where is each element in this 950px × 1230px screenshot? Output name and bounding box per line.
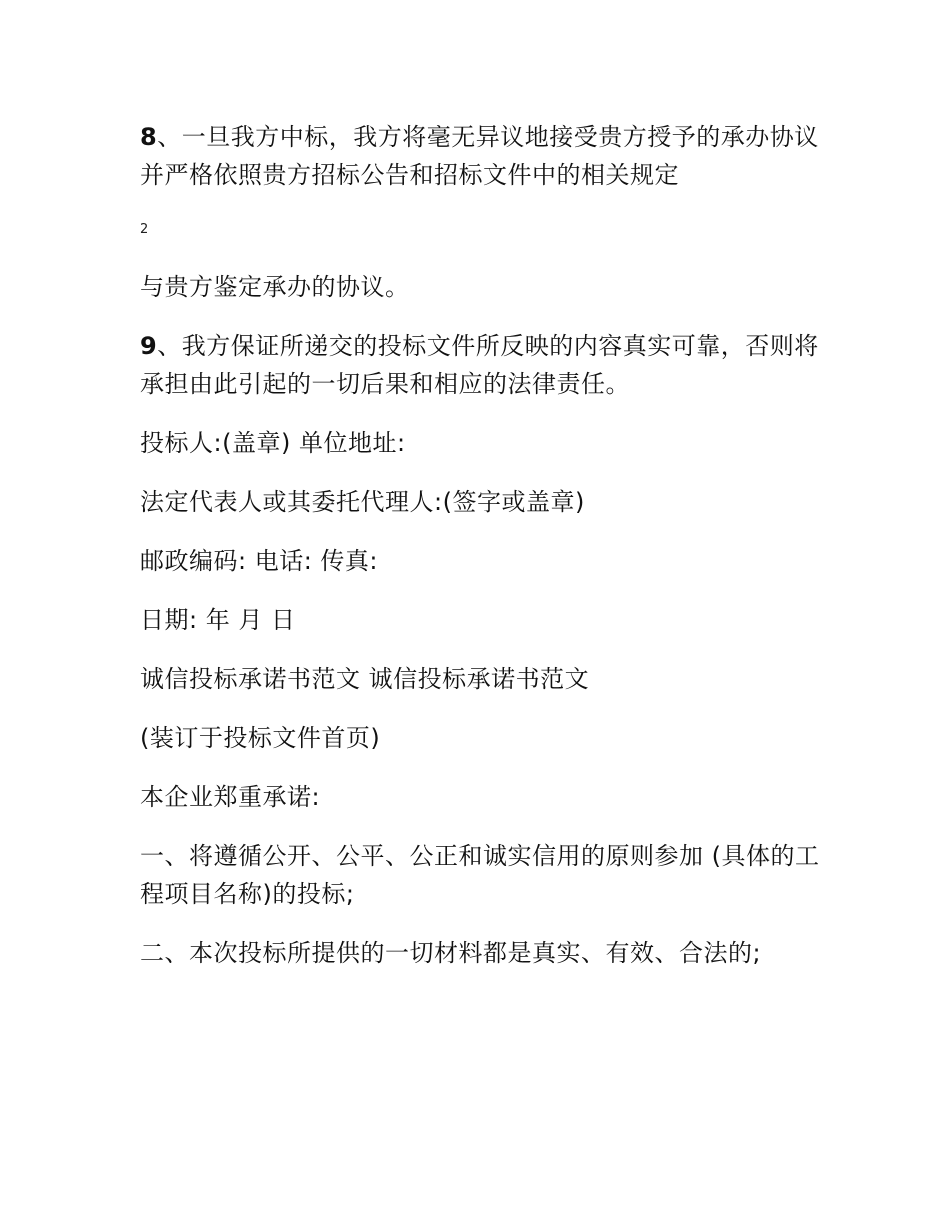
contact-line: 邮政编码: 电话: 传真: bbox=[140, 547, 379, 575]
clause-text: 、一旦我方中标，我方将毫无异议地接受贵方授予的承办协议并严格依照贵方招标公告和招标文件中的相关规定 bbox=[140, 123, 819, 189]
paragraph-clause-8 bbox=[140, 118, 820, 194]
paragraph-clause-8-continued: 与贵方鉴定承办的协议。 bbox=[140, 273, 410, 301]
document-body bbox=[140, 118, 820, 993]
clause-number: 8 bbox=[140, 123, 158, 151]
clause-number: 9 bbox=[140, 332, 158, 360]
binding-note: (装订于投标文件首页) bbox=[140, 724, 381, 752]
pledge-intro: 本企业郑重承诺: bbox=[140, 783, 321, 811]
paragraph-clause-9 bbox=[140, 327, 820, 403]
representative-line: 法定代表人或其委托代理人:(签字或盖章) bbox=[140, 488, 585, 516]
clause-text: 、我方保证所递交的投标文件所反映的内容真实可靠，否则将承担由此引起的一切后果和相应的法律责任。 bbox=[140, 332, 819, 398]
section-title: 诚信投标承诺书范文 诚信投标承诺书范文 bbox=[140, 665, 590, 693]
date-line: 日期: 年 月 日 bbox=[140, 606, 296, 634]
page-number: 2 bbox=[140, 222, 149, 237]
pledge-item-1: 一、将遵循公开、公平、公正和诚实信用的原则参加 (具体的工程项目名称)的投标; bbox=[140, 842, 820, 908]
pledge-item-2: 二、本次投标所提供的一切材料都是真实、有效、合法的; bbox=[140, 939, 762, 967]
bidder-line: 投标人:(盖章) 单位地址: bbox=[140, 429, 406, 457]
